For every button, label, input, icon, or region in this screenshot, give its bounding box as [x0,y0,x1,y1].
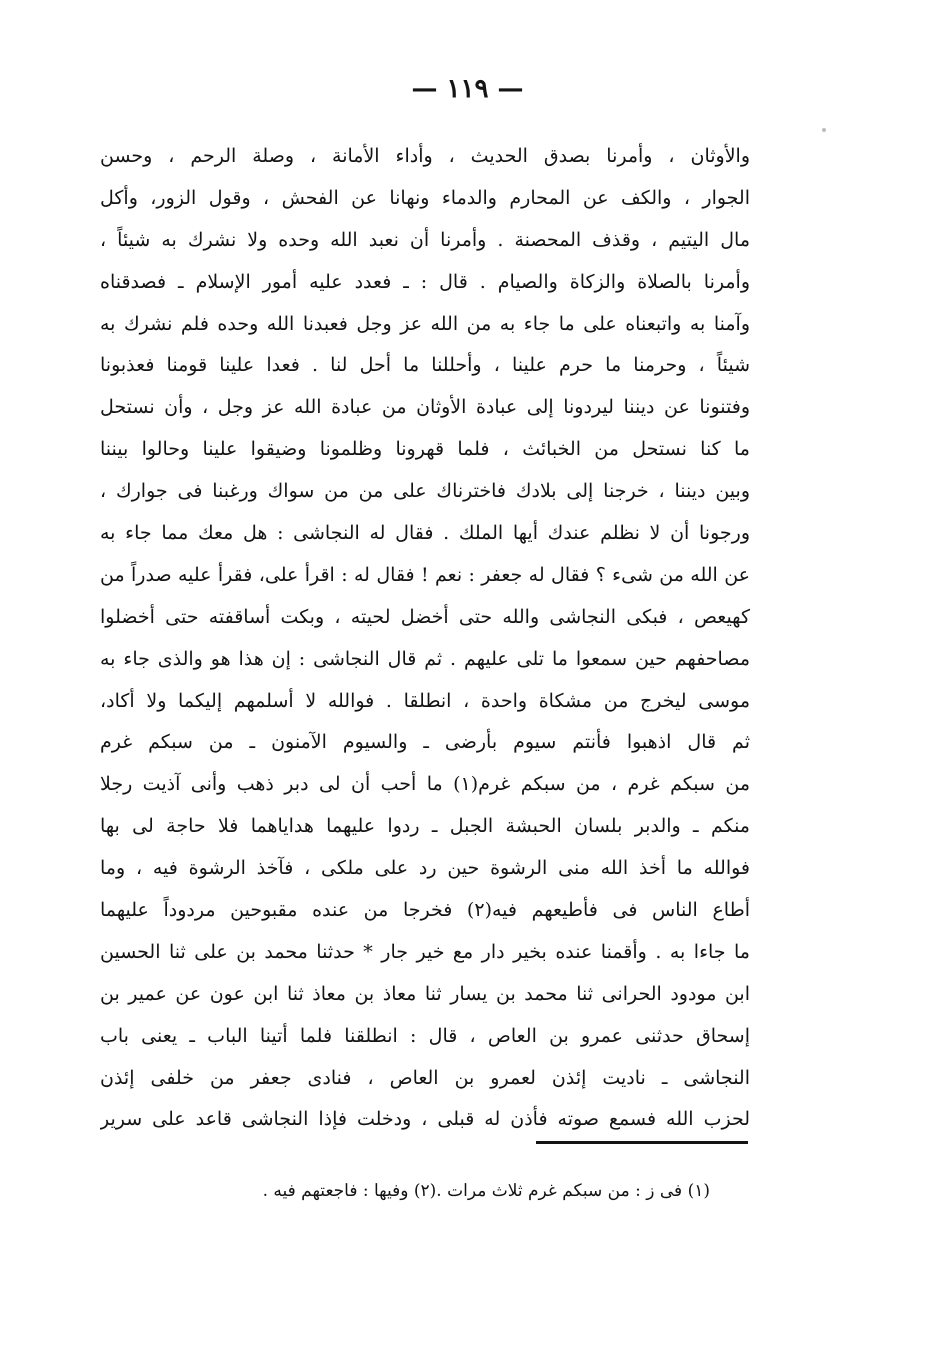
footnote-divider [536,1141,748,1144]
text-line: ثم قال اذهبوا فأنتم سيوم بأرضى ـ والسيوم الآمنون ـ من سبكم غرم [100,731,750,754]
text-line: ما كنا نستحل من الخبائث ، فلما قهرونا وظلمونا وضيقوا علينا وحالوا بيننا [100,438,750,461]
text-line: إسحاق حدثنى عمرو بن العاص ، قال : انطلقنا فلما أتينا الباب ـ يعنى باب [100,1024,750,1047]
text-line: ابن مودود الحرانى ثنا محمد بن يسار ثنا معاذ بن معاذ ثنا ابن عون عن عمير بن [100,982,750,1005]
footnote-2: (٢) وفيها : فاجعتهم فيه . [262,1181,437,1201]
text-line: مصاحفهم حين سمعوا ما تلى عليهم . ثم قال النجاشى : إن هذا هو والذى جاء به [100,647,750,670]
text-line: ما جاءا به . وأقمنا عنده بخير دار مع خير جار * حدثنا محمد بن على ثنا الحسين [100,940,750,963]
text-line: الجوار ، والكف عن المحارم والدماء ونهانا عن الفحش ، وقول الزور، وأكل [100,186,750,209]
footnotes [150,1176,710,1206]
text-line: النجاشى ـ ناديت إئذن لعمرو بن العاص ، فنادى جعفر من خلفى إئذن [100,1066,750,1089]
text-line: وأمرنا بالصلاة والزكاة والصيام . قال : ـ فعدد عليه أمور الإسلام ـ فصدقناه [100,270,750,293]
footnote-1: (١) فى ز : من سبكم غرم ثلاث مرات . [436,1181,710,1201]
text-line: ورجونا أن لا نظلم عندك أيها الملك . فقال له النجاشى : هل معك مما جاء به [100,522,750,545]
text-line: وبين ديننا ، خرجنا إلى بلادك فاخترناك على من من سواك ورغبنا فى جوارك ، [100,480,750,503]
text-line: وفتنونا عن ديننا ليردونا إلى عبادة الأوثان من عبادة الله عز وجل ، وأن نستحل [100,396,750,419]
scan-speck [822,128,826,132]
text-line: كهيعص ، فبكى النجاشى والله حتى أخضل لحيته ، وبكت أساقفته حتى أخضلوا [100,605,750,628]
body-text [100,136,750,1141]
text-line: لحزب الله فسمع صوته فأذن له قبلى ، ودخلت فإذا النجاشى قاعد على سرير [100,1108,750,1131]
text-line: منكم ـ والدبر بلسان الحبشة الجبل ـ ردوا عليهما هداياهما فلا حاجة لى بها [100,815,750,838]
text-line: موسى ليخرج من مشكاة واحدة ، انطلقا . فوالله لا أسلمهم إليكما ولا أكاد، [100,689,750,712]
text-line: عن الله من شىء ؟ فقال له جعفر : نعم ! فقال له : اقرأ على، فقرأ عليه صدراً من [100,563,750,586]
text-line: شيئاً ، وحرمنا ما حرم علينا ، وأحللنا ما أحل لنا . فعدا علينا قومنا فعذبونا [100,354,750,377]
text-line: أطاع الناس فى فأطيعهم فيه(٢) فخرجا من عنده مقبوحين مردوداً عليهما [100,899,750,922]
text-line: والأوثان ، وأمرنا بصدق الحديث ، وأداء الأمانة ، وصلة الرحم ، وحسن [100,145,750,167]
text-line: من سبكم غرم ، من سبكم غرم(١) ما أحب أن لى دبر ذهب وأنى آذيت رجلا [100,773,750,796]
text-line: مال اليتيم ، وقذف المحصنة . وأمرنا أن نعبد الله وحده ولا نشرك به شيئاً ، [100,228,750,251]
text-line: فوالله ما أخذ الله منى الرشوة حين رد على ملكى ، فآخذ الرشوة فيه ، وما [100,857,750,880]
text-line: وآمنا به واتبعناه على ما جاء به من الله عز وجل فعبدنا الله وحده فلم نشرك به [100,312,750,335]
page-number: — ١١٩ — [411,74,524,104]
